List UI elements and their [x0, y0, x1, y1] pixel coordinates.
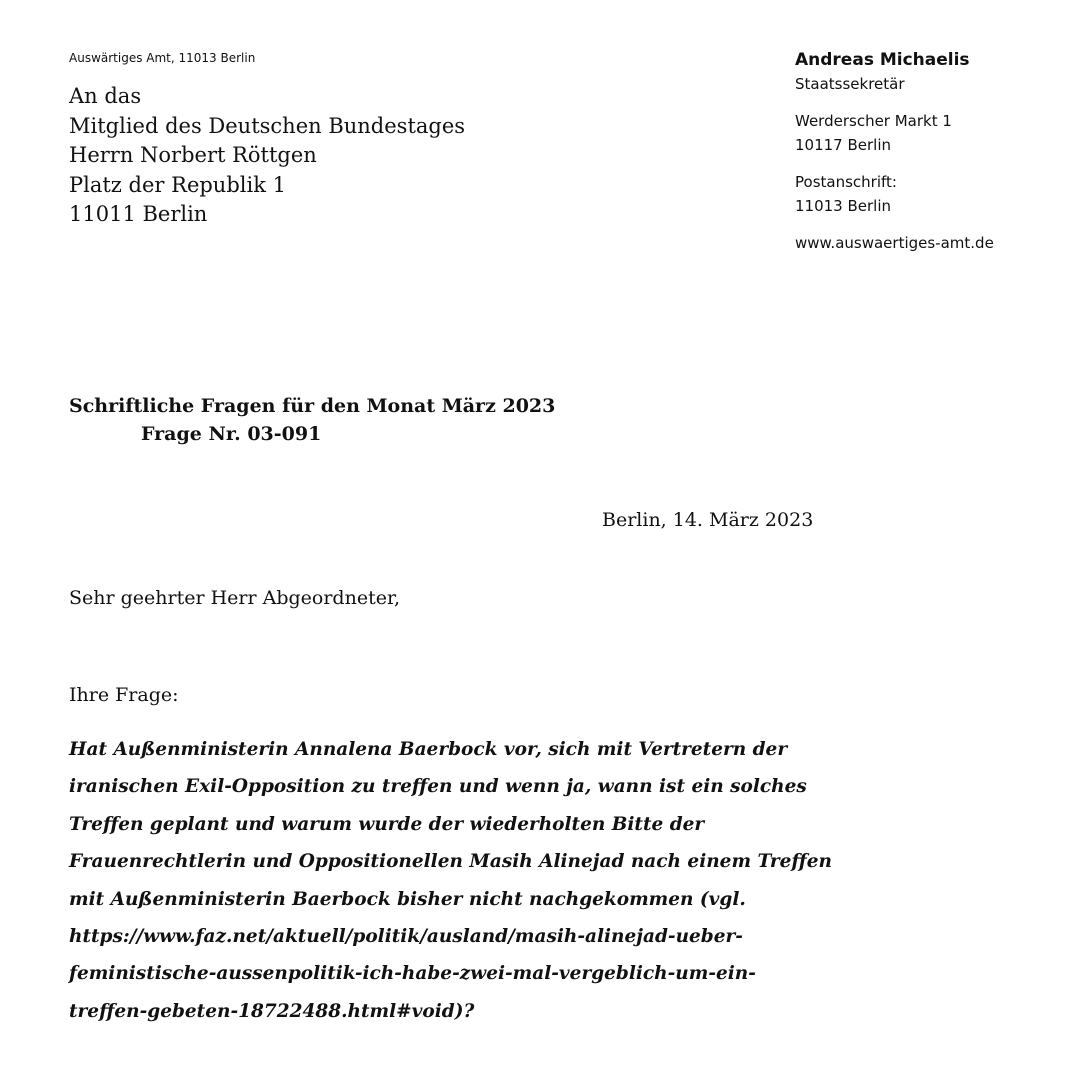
- recipient-line: Herrn Norbert Röttgen: [69, 143, 317, 167]
- question-number: Frage Nr. 03-091: [141, 423, 322, 445]
- recipient-line: An das: [69, 84, 142, 108]
- postal-label: Postanschrift:: [795, 173, 897, 191]
- recipient-line: Mitglied des Deutschen Bundestages: [69, 113, 466, 138]
- question-line[interactable]: treffen-gebeten-18722488.html#void)?: [69, 1000, 475, 1022]
- sender-city: 10117 Berlin: [795, 136, 892, 154]
- sender-title: Staatssekretär: [795, 75, 905, 93]
- sender-street: Werderscher Markt 1: [795, 112, 952, 130]
- question-line: Hat Außenministerin Annalena Baerbock vor, sich mit Vertretern der: [69, 739, 788, 760]
- question-line[interactable]: https://www.faz.net/aktuell/politik/ausland/masih-alinejad-ueber-: [69, 926, 743, 948]
- return-address: Auswärtiges Amt, 11013 Berlin: [69, 51, 256, 65]
- letter-date: Berlin, 14. März 2023: [602, 509, 814, 531]
- question-line[interactable]: feministische-aussenpolitik-ich-habe-zwei-mal-vergeblich-um-ein-: [69, 963, 756, 985]
- question-line: Treffen geplant und warum wurde der wiederholten Bitte der: [69, 813, 705, 835]
- question-label: Ihre Frage:: [69, 684, 179, 706]
- recipient-line: 11011 Berlin: [69, 202, 208, 226]
- question-line: Frauenrechtlerin und Oppositionellen Masih Alinejad nach einem Treffen: [69, 851, 832, 873]
- question-text: [69, 731, 832, 1030]
- recipient-line: Platz der Republik 1: [69, 172, 286, 197]
- postal-city: 11013 Berlin: [795, 197, 892, 215]
- sender-block: [795, 48, 1055, 255]
- question-line: mit Außenministerin Baerbock bisher nicht nachgekommen (vgl.: [69, 888, 746, 910]
- website-link[interactable]: www.auswaertiges-amt.de: [795, 234, 994, 252]
- subject-block: [69, 392, 555, 448]
- recipient-address: [69, 82, 465, 230]
- subject-title: Schriftliche Fragen für den Monat März 2023: [69, 395, 556, 417]
- sender-name: Andreas Michaelis: [795, 50, 970, 70]
- question-line: iranischen Exil-Opposition zu treffen und wenn ja, wann ist ein solches: [69, 776, 807, 798]
- salutation: Sehr geehrter Herr Abgeordneter,: [69, 587, 400, 609]
